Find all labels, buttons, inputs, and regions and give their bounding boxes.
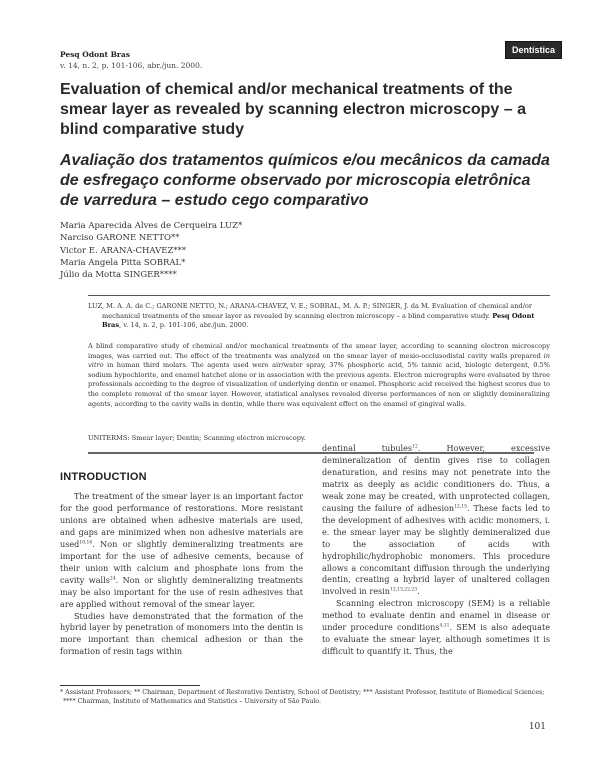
paragraph bbox=[322, 443, 550, 598]
citation bbox=[88, 302, 550, 331]
citation-journal: Pesq Odont Bras bbox=[102, 311, 535, 330]
author: Maria Aparecida Alves de Cerqueira LUZ* bbox=[60, 221, 243, 231]
paragraph bbox=[322, 598, 550, 658]
volume-info: v. 14, n. 2, p. 101-106, abr./jun. 2000. bbox=[60, 61, 203, 70]
section-heading: INTRODUCTION bbox=[60, 471, 147, 483]
reference: 12,15 bbox=[454, 504, 468, 510]
reference: 4,11 bbox=[439, 623, 450, 629]
footnote-divider bbox=[60, 685, 200, 686]
journal-header bbox=[60, 49, 202, 71]
divider bbox=[88, 295, 550, 296]
reference: 12,13,22,23 bbox=[389, 587, 418, 593]
text: Scanning electron microscopy (SEM) is a reliable method to evaluate dentin and enamel in disease or under procedure conditions bbox=[322, 598, 550, 633]
abstract bbox=[88, 342, 550, 409]
title-english: Evaluation of chemical and/or mechanical treatments of the smear layer as revealed by scanning electron microscopy – a blind comparative study bbox=[60, 81, 527, 138]
reference: 12 bbox=[412, 444, 418, 450]
title-portuguese: Avaliação dos tratamentos químicos e/ou mecânicos da camada de esfregaço conforme observado por microscopia eletrônica de varredura – estudo cego comparativo bbox=[60, 152, 550, 209]
abstract-text: in human third molars. The agents used were air/water spray, 37% phosphoric acid, 5% tannic acid, biologic detergent, 0.5% sodium hypochlorite, and enamel hatchet alone or in association with the previous agents. Electron micrographs were evaluated by three professionals according to the degree of visualization of underlying dentin or enamel. Phosphoric acid received the highest scores due to the complete removal of the smear layer. However, statistical analyses revealed diverse performances of non or slightly demineralizing agents, according to the cavity walls in dentin, while there was equivalent effect on the enamel of gingival walls. bbox=[88, 361, 550, 408]
journal-name: Pesq Odont Bras bbox=[60, 50, 130, 59]
body-column-right bbox=[322, 443, 550, 658]
footnote: * Assistant Professors; ** Chairman, Department of Restorative Dentistry, School of Dentistry; *** Assistant Professor, Institute of Biomedical Sciences; **** Chairman, Institute of Mathematics and Statistics – University of São Paulo. bbox=[60, 689, 545, 705]
author: Victor E. ARANA-CHAVEZ*** bbox=[60, 245, 187, 256]
author: Maria Angela Pitta SOBRAL* bbox=[60, 257, 186, 268]
reference: 24 bbox=[109, 575, 116, 581]
reference: 10,16 bbox=[79, 540, 93, 546]
text: . However, excessive demineralization of dentin gives rise to collagen denaturation, and resins may not penetrate into the matrix as deeply as acidic conditioners do. Thus, a weak zone may be created, with unprotected collagen, causing the failure of adhesion bbox=[322, 443, 550, 513]
citation-details: , v. 14, n. 2, p. 101-106, abr./jun. 2000. bbox=[119, 321, 249, 330]
section-badge: Dentística bbox=[505, 41, 562, 59]
abstract-text: A blind comparative study of chemical and/or mechanical treatments of the smear layer, according to scanning electron microscopy images, was carried out. The effect of the treatments was analyzed on the smear layer of mesio-occlusodistal cavity walls prepared bbox=[88, 342, 550, 360]
author-list bbox=[60, 220, 242, 281]
paragraph bbox=[60, 491, 303, 611]
text: . Non or slightly demineralizing treatments are important for the use of adhesive cements, because of their union with calcium and phosphate ions from the cavity walls bbox=[60, 538, 303, 585]
abstract-italic: in vitro bbox=[88, 351, 550, 370]
text: . These facts led to the development of adhesives with acidic monomers, i. e. the smear layer may be slightly demineralized due to the association of acids with hydrophilic/hydrophobic monomers. This procedure allows a concomitant diffusion through the underlying dentin, creating a hybrid layer of unaltered collagen involved in resin bbox=[322, 502, 550, 597]
paragraph: Studies have demonstrated that the formation of the hybrid layer by penetration of monomers into the dentin is more important than chemical adhesion or than the formation of resin tags within bbox=[60, 610, 303, 657]
author: Júlio da Motta SINGER**** bbox=[60, 270, 177, 281]
text: The treatment of the smear layer is an important factor for the good performance of restorations. More resistant unions are obtained when adhesive materials are used, and gaps are minimized when non adhesive materials are used bbox=[60, 491, 303, 549]
text: . Non or slightly demineralizing treatments may be also important for the use of resin adhesives that are applied without removal of the smear layer. bbox=[60, 574, 303, 609]
text: . bbox=[417, 586, 420, 597]
text: dentinal tubules bbox=[322, 443, 413, 453]
text: . SEM is also adequate to evaluate the smear layer, although sometimes it is difficult to quantify it. Thus, the bbox=[322, 622, 550, 657]
author: Narciso GARONE NETTO** bbox=[60, 233, 180, 244]
uniterms: UNITERMS: Smear layer; Dentin; Scanning electron microscopy. bbox=[88, 434, 306, 442]
body-column-left bbox=[60, 491, 303, 658]
page-number: 101 bbox=[528, 722, 546, 732]
citation-text: LUZ, M. A. A. de C.; GARONE NETTO, N.; ARANA-CHAVEZ, V. E.; SOBRAL, M. A. P.; SINGER, J. da M. Evaluation of chemical and/or mechanical treatments of the smear layer as revealed by scanning electron microscopy – a blind comparative study. bbox=[88, 302, 533, 320]
